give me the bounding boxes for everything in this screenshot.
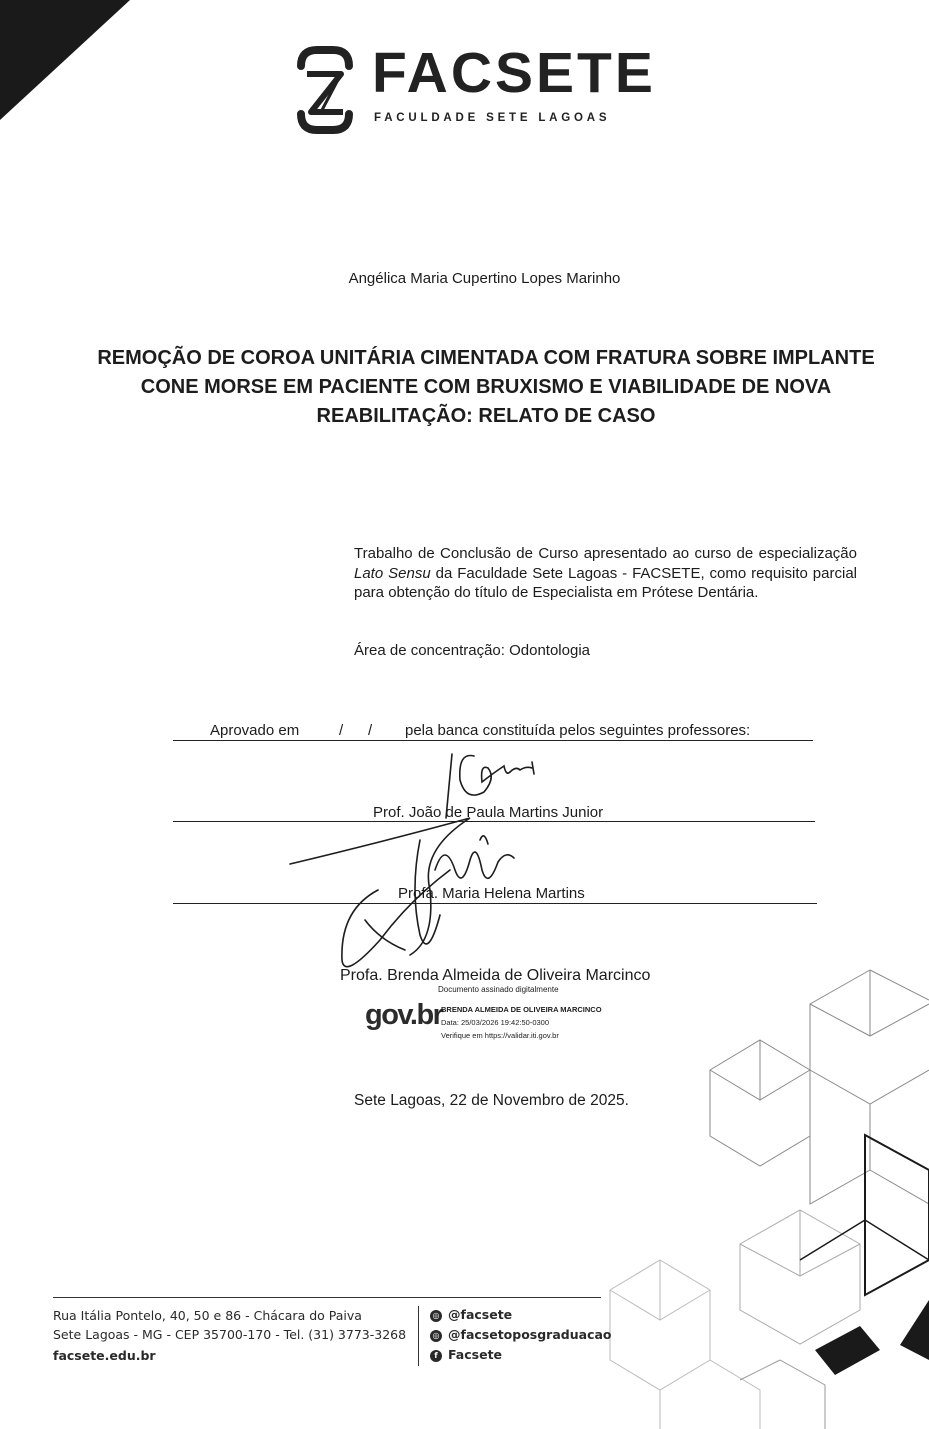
geometric-cube-pattern-icon: [600, 960, 929, 1429]
handwritten-signatures-icon: [270, 740, 590, 990]
professor-2: Profa. Maria Helena Martins: [398, 885, 585, 902]
footer-divider: [418, 1306, 419, 1366]
stamp-heading: Documento assinado digitalmente: [438, 985, 559, 994]
social-instagram[interactable]: [430, 1307, 512, 1322]
facsete-logo-icon: [293, 42, 357, 138]
footer-website[interactable]: facsete.edu.br: [53, 1348, 156, 1363]
instagram-icon: ◎: [430, 1310, 442, 1322]
approval-slash-2: /: [368, 722, 373, 739]
stamp-date: Data: 25/03/2026 19:42:50-0300: [441, 1018, 550, 1027]
facebook-icon: f: [430, 1350, 442, 1362]
description-italic: Lato Sensu: [354, 564, 431, 582]
social-instagram-pos-label: @facsetoposgraduacao: [448, 1327, 612, 1342]
footer-rule: [53, 1297, 601, 1298]
corner-triangle-decoration: [0, 0, 130, 120]
professor-3: Profa. Brenda Almeida de Oliveira Marcinco: [340, 967, 651, 984]
footer-address-1: Rua Itália Pontelo, 40, 50 e 86 - Chácara do Paiva: [53, 1308, 362, 1323]
social-facebook-label: Facsete: [448, 1347, 503, 1362]
govbr-logo: gov.br: [365, 999, 443, 1031]
approval-text: pela banca constituída pelos seguintes professores:: [405, 722, 751, 739]
concentration-area: Área de concentração: Odontologia: [354, 642, 590, 659]
description-part2: da Faculdade Sete Lagoas - FACSETE, como requisito parcial para obtenção do título de Especialista em Prótese Dentária.: [354, 564, 857, 601]
brand-name: FACSETE: [372, 41, 656, 105]
approval-slash-1: /: [339, 722, 344, 739]
brand-tagline: FACULDADE SETE LAGOAS: [374, 112, 611, 124]
description-part1: Trabalho de Conclusão de Curso apresentado ao curso de especialização: [354, 545, 857, 562]
stamp-signer-name: BRENDA ALMEIDA DE OLIVEIRA MARCINCO: [441, 1005, 602, 1014]
social-facebook[interactable]: [430, 1347, 502, 1362]
professor-1: Prof. João de Paula Martins Junior: [373, 804, 604, 821]
stamp-verify-link[interactable]: Verifique em https://validar.iti.gov.br: [441, 1031, 559, 1040]
description-paragraph: [354, 544, 857, 603]
social-instagram-pos[interactable]: [430, 1327, 612, 1342]
footer-address-2: Sete Lagoas - MG - CEP 35700-170 - Tel. (31) 3773-3268: [53, 1327, 407, 1342]
instagram-icon: ◎: [430, 1330, 442, 1342]
approval-label: Aprovado em: [210, 722, 300, 739]
place-date: Sete Lagoas, 22 de Novembro de 2025.: [354, 1092, 629, 1109]
document-title: REMOÇÃO DE COROA UNITÁRIA CIMENTADA COM FRATURA SOBRE IMPLANTE CONE MORSE EM PACIENTE COM BRUXISMO E VIABILIDADE DE NOVA REABILITAÇÃO: RELATO DE CASO: [97, 347, 875, 427]
social-instagram-label: @facsete: [448, 1307, 513, 1322]
author-name: Angélica Maria Cupertino Lopes Marinho: [348, 270, 621, 287]
